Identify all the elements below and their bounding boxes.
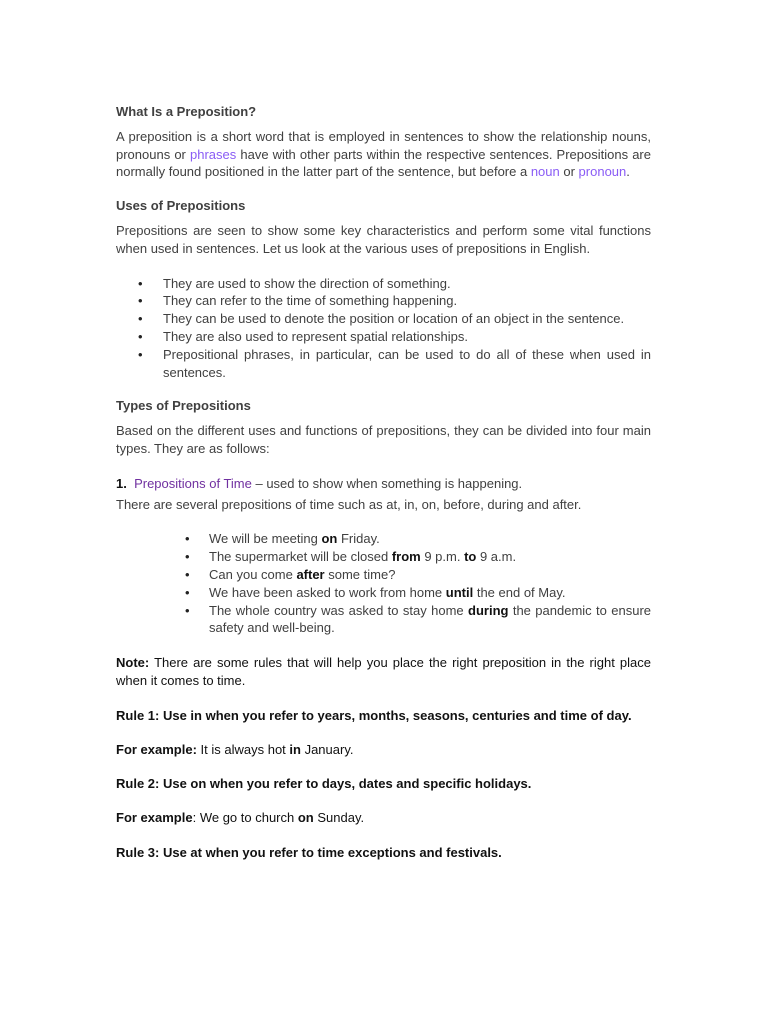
example-preposition: until	[445, 584, 474, 600]
example-text: January.	[300, 741, 354, 757]
note-paragraph	[116, 654, 651, 690]
link-phrases[interactable]: phrases	[190, 146, 237, 162]
rule-3-text: Rule 3: Use at when you refer to time exceptions and festivals.	[116, 844, 502, 860]
uses-list	[116, 275, 651, 382]
example-text: the pandemic to ensure safety and well-being.	[209, 602, 652, 636]
example-text: 9 p.m.	[420, 549, 465, 565]
list-item	[116, 530, 651, 548]
uses-paragraph: Prepositions are seen to show some key characteristics and perform some vital functions when used in sentences. Let us look at the various uses of prepositions in English.	[116, 222, 651, 256]
example-text: It is always hot	[196, 741, 290, 757]
rule-2-text: Rule 2: Use on when you refer to days, dates and specific holidays.	[116, 776, 532, 792]
example-text: The whole country was asked to stay home	[209, 602, 469, 618]
example-text: Sunday.	[313, 810, 365, 826]
example-text: Can you come	[209, 566, 297, 582]
time-examples-list	[116, 530, 651, 637]
example-preposition: on	[297, 810, 314, 826]
prepositions-of-time-title: Prepositions of Time	[134, 475, 252, 491]
rule-2	[116, 775, 651, 793]
heading-types: Types of Prepositions	[116, 398, 251, 414]
rule-1-text: Rule 1: Use in when you refer to years, months, seasons, centuries and time of day.	[116, 707, 632, 723]
example-text: We have been asked to work from home	[209, 584, 446, 600]
example-text: 9 a.m.	[476, 549, 517, 565]
example-preposition: during	[468, 602, 509, 618]
intro-text: have with other parts within the respective sentences. Prepositions are normally found positioned in the latter part of the sentence, but before a	[116, 146, 651, 180]
time-subtext: There are several prepositions of time such as at, in, on, before, during and after.	[116, 496, 582, 512]
list-item: • They can refer to the time of something happening.	[116, 292, 651, 310]
example-text: : We go to church	[192, 810, 298, 826]
note-text: There are some rules that will help you place the right preposition in the right place when it comes to time.	[116, 655, 651, 688]
link-noun[interactable]: noun	[530, 164, 560, 180]
link-pronoun[interactable]: pronoun	[578, 164, 627, 180]
time-description: – used to show when something is happening.	[251, 475, 523, 491]
time-heading-line	[116, 475, 651, 493]
rule-3	[116, 844, 651, 862]
intro-paragraph	[116, 128, 651, 181]
list-item: • They can be used to denote the position or location of an object in the sentence.	[116, 310, 651, 328]
list-item	[116, 584, 651, 602]
example-preposition: in	[289, 741, 301, 757]
heading-uses: Uses of Prepositions	[116, 198, 246, 214]
example-text: some time?	[324, 566, 396, 582]
list-item: • They are also used to represent spatial relationships.	[116, 328, 651, 346]
example-text: the end of May.	[473, 584, 566, 600]
note-label: Note:	[116, 655, 150, 671]
example-preposition: from	[391, 549, 421, 565]
intro-text: A preposition is a short word that is employed in sentences to show the relationship nouns, pronouns or	[116, 128, 651, 162]
example-1	[116, 741, 651, 759]
intro-text: .	[626, 164, 630, 180]
example-preposition: after	[296, 566, 325, 582]
example-label: For example:	[116, 741, 197, 757]
list-item: • They are used to show the direction of something.	[116, 275, 651, 293]
example-text: The supermarket will be closed	[209, 549, 392, 565]
heading-what-is-preposition: What Is a Preposition?	[116, 104, 257, 119]
example-2	[116, 809, 651, 827]
list-item	[116, 548, 651, 566]
document-body	[116, 103, 651, 862]
example-preposition: on	[321, 531, 338, 547]
types-paragraph: Based on the different uses and functions of prepositions, they can be divided into four main types. They are as follows:	[116, 423, 651, 456]
example-label: For example	[116, 810, 193, 826]
list-number: 1.	[116, 475, 127, 491]
list-item	[116, 602, 651, 638]
rule-1	[116, 707, 651, 725]
intro-text: or	[559, 164, 579, 180]
example-text: We will be meeting	[209, 531, 322, 547]
list-item: • Prepositional phrases, in particular, can be used to do all of these when used in sentences.	[116, 346, 651, 382]
list-item	[116, 566, 651, 584]
example-preposition: to	[464, 549, 477, 565]
example-text: Friday.	[337, 531, 380, 547]
